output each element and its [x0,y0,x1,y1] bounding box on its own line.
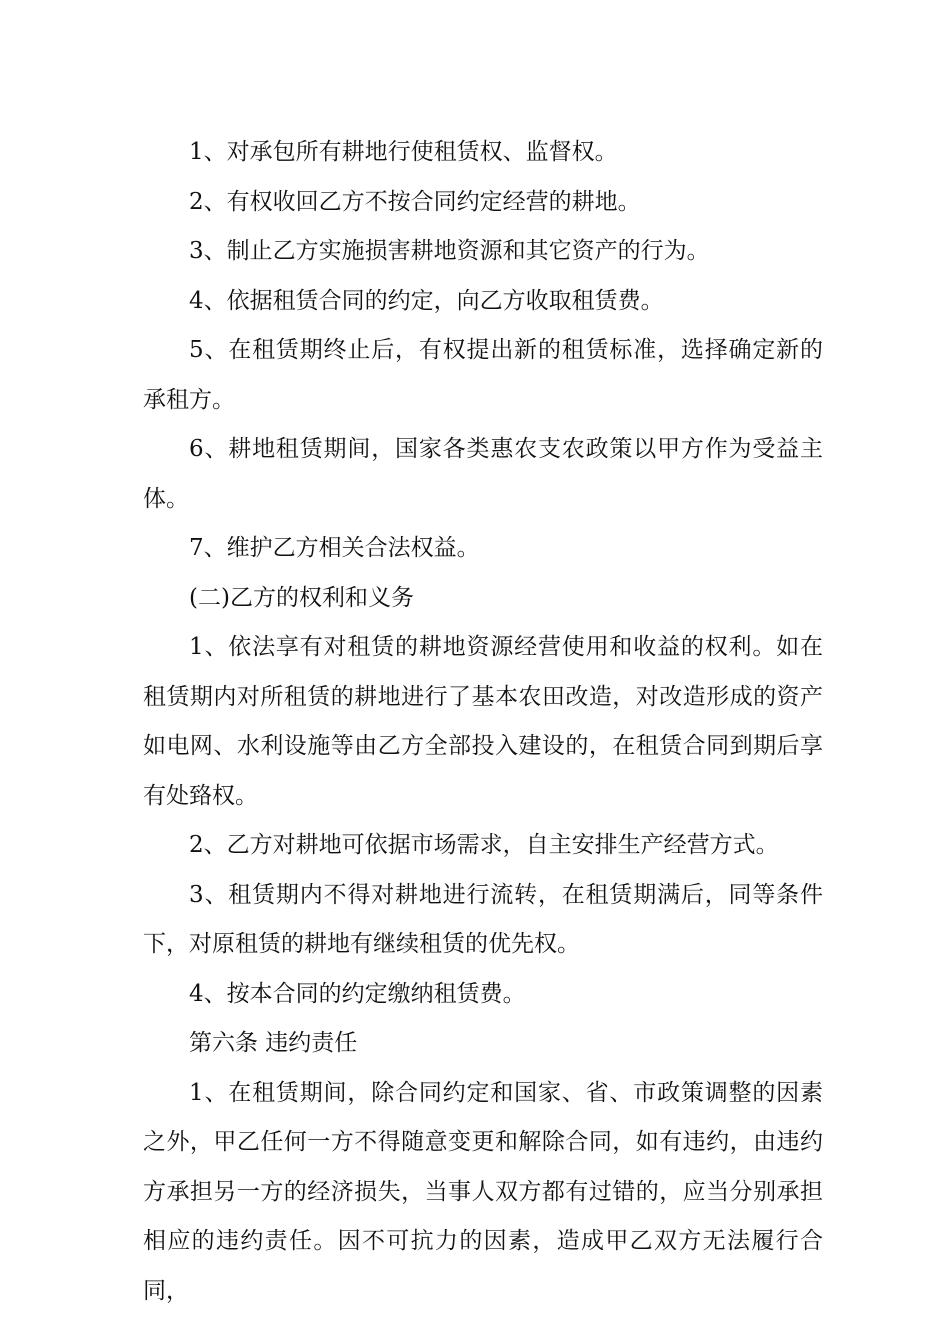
paragraph-b3: 3、租赁期内不得对耕地进行流转，在租赁期满后，同等条件下，对原租赁的耕地有继续租赁的优先权。 [143,881,823,957]
document-body [143,128,823,1316]
paragraph-1: 1、对承包所有耕地行使租赁权、监督权。 [189,139,618,165]
paragraph-4: 4、依据租赁合同的约定，向乙方收取租赁费。 [189,287,664,314]
section-heading-party-b-rights: (二)乙方的权利和义务 [189,584,414,611]
paragraph-b2: 2、乙方对耕地可依据市场需求，自主安排生产经营方式。 [189,832,779,858]
paragraph-b1: 1、依法享有对租赁的耕地资源经营使用和收益的权利。如在租赁期内对所租赁的耕地进行了基本农田改造，对改造形成的资产如电网、水利设施等由乙方全部投入建设的，在租赁合同到期后享有处臵权。 [143,634,823,809]
paragraph-liability-1: 1、在租赁期间，除合同约定和国家、省、市政策调整的因素之外，甲乙任何一方不得随意变更和解除合同，如有违约，由违约方承担另一方的经济损失，当事人双方都有过错的，应当分别承担相应的违约责任。因不可抗力的因素，造成甲乙双方无法履行合同， [143,1079,823,1304]
paragraph-5: 5、在租赁期终止后，有权提出新的租赁标准，选择确定新的承租方。 [143,337,823,413]
article-heading-liability: 第六条 违约责任 [189,1030,358,1056]
paragraph-3: 3、制止乙方实施损害耕地资源和其它资产的行为。 [189,238,710,264]
paragraph-2: 2、有权收回乙方不按合同约定经营的耕地。 [189,188,641,215]
paragraph-7: 7、维护乙方相关合法权益。 [189,535,480,561]
paragraph-6: 6、耕地租赁期间，国家各类惠农支农政策以甲方作为受益主体。 [143,436,823,512]
paragraph-b4: 4、按本合同的约定缴纳租赁费。 [189,980,526,1007]
